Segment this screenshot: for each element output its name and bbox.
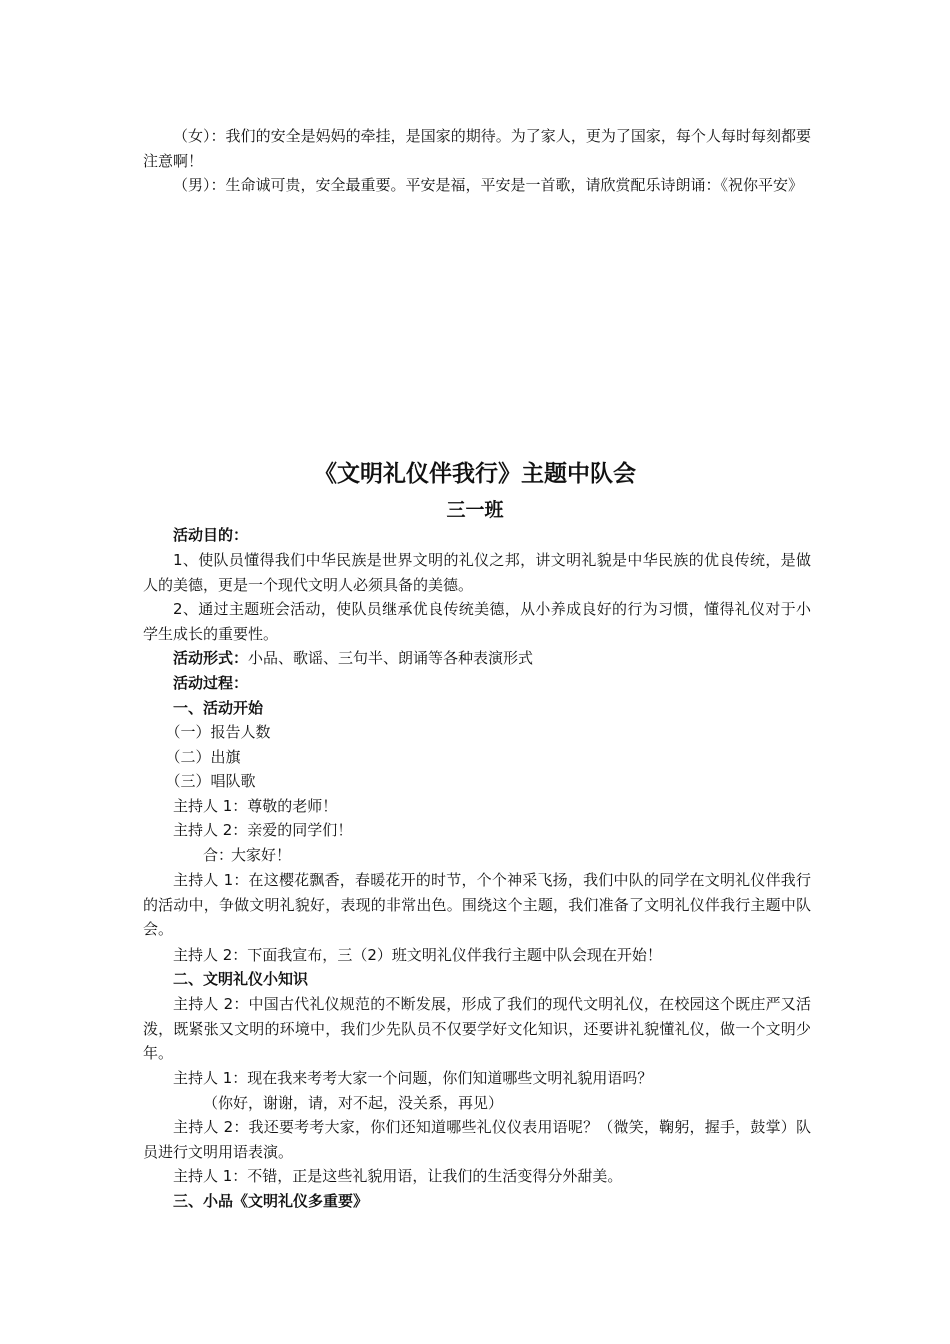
step-flag: （二）出旗 xyxy=(165,748,241,766)
host1-line-3: 主持人 1：现在我来考考大家一个问题，你们知道哪些文明礼貌用语吗？ xyxy=(173,1069,653,1087)
process-heading: 活动过程： xyxy=(173,674,249,692)
host2-line-1: 主持人 2：亲爱的同学们！ xyxy=(173,821,353,839)
document-title: 《文明礼仪伴我行》主题中队会 xyxy=(314,461,636,487)
goal-item-1: 1、使队员懂得我们中华民族是世界文明的礼仪之邦，讲文明礼貌是中华民族的优良传统，是做人的美德，更是一个现代文明人必须具备的美德。 xyxy=(143,551,811,594)
host1-line-1: 主持人 1：尊敬的老师！ xyxy=(173,797,338,815)
together-label: 合： xyxy=(203,846,234,864)
together-line xyxy=(143,843,811,868)
document-subtitle: 三一班 xyxy=(446,499,504,521)
form-line xyxy=(143,646,811,671)
paragraph-boy-line: （男）：生命诚可贵，安全最重要。平安是福，平安是一首歌，请欣赏配乐诗朗诵：《祝你平安》 xyxy=(173,176,804,194)
host1-line-4: 主持人 1：不错，正是这些礼貌用语，让我们的生活变得分外甜美。 xyxy=(173,1167,623,1185)
form-text: 小品、歌谣、三句半、朗诵等各种表演形式 xyxy=(248,649,534,667)
together-text: 大家好！ xyxy=(231,846,292,864)
step-anthem: （三）唱队歌 xyxy=(165,772,256,790)
host2-line-4: 主持人 2：我还要考考大家，你们还知道哪些礼仪仪表用语呢？（微笑，鞠躬，握手，鼓掌）队员进行文明用语表演。 xyxy=(143,1118,811,1161)
section-3-heading: 三、小品《文明礼仪多重要》 xyxy=(173,1192,369,1210)
host2-line-3: 主持人 2：中国古代礼仪规范的不断发展，形成了我们的现代文明礼仪，在校园这个既庄严又活泼，既紧张又文明的环境中，我们少先队员不仅要学好文化知识，还要讲礼貌懂礼仪，做一个文明少年。 xyxy=(143,995,811,1062)
goal-heading: 活动目的： xyxy=(173,526,249,544)
section-2-heading: 二、文明礼仪小知识 xyxy=(173,970,309,988)
paragraph-girl-line: （女）：我们的安全是妈妈的牵挂，是国家的期待。为了家人，更为了国家，每个人每时每刻都要注意啊！ xyxy=(143,127,811,170)
host1-line-2: 主持人 1：在这樱花飘香，春暖花开的时节，个个神采飞扬，我们中队的同学在文明礼仪伴我行的活动中，争做文明礼貌好，表现的非常出色。围绕这个主题，我们准备了文明礼仪伴我行主题中队会。 xyxy=(143,871,811,938)
host2-line-2: 主持人 2：下面我宣布，三（2）班文明礼仪伴我行主题中队会现在开始！ xyxy=(173,946,662,964)
step-report-count: （一）报告人数 xyxy=(165,723,271,741)
goal-item-2: 2、通过主题班会活动，使队员继承优良传统美德，从小养成良好的行为习惯，懂得礼仪对于小学生成长的重要性。 xyxy=(143,600,811,643)
answer-line: （你好，谢谢，请，对不起，没关系，再见） xyxy=(203,1094,504,1112)
section-1-heading: 一、活动开始 xyxy=(173,699,264,717)
form-heading: 活动形式： xyxy=(173,649,249,667)
